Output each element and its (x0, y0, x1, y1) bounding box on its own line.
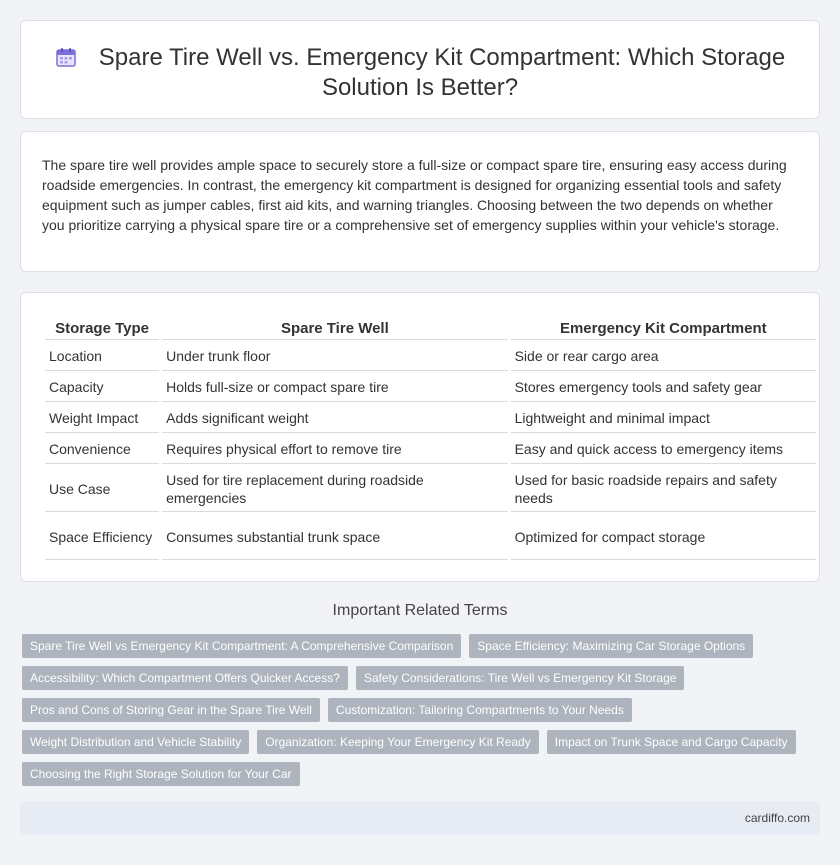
footer-site-link[interactable]: cardiffo.com (744, 811, 810, 825)
row-label: Weight Impact (45, 404, 159, 433)
calendar-icon (55, 46, 77, 68)
column-header-emergency-kit: Emergency Kit Compartment (511, 316, 816, 340)
table-row (45, 435, 816, 464)
intro-paragraph: The spare tire well provides ample space to securely store a full-size or compact spare tire, ensuring easy access during roadside emergencies. In contrast, the emergency kit compartment is designed for organizing essential tools and safety equipment such as jumper cables, first aid kits, and warning triangles. Choosing between the two depends on whether you prioritize carrying a physical spare tire or a comprehensive set of emergency supplies within your vehicle's storage. (42, 157, 787, 233)
table-cell: Easy and quick access to emergency items (511, 435, 816, 464)
column-header-storage-type: Storage Type (45, 316, 159, 340)
related-term-tag[interactable]: Customization: Tailoring Compartments to Your Needs (328, 698, 632, 722)
related-terms-title: Important Related Terms (332, 602, 508, 619)
table-row (45, 342, 816, 371)
page-title-wrap (21, 43, 819, 103)
related-term-tag[interactable]: Choosing the Right Storage Solution for Your Car (22, 762, 300, 786)
footer (20, 801, 820, 835)
related-term-tag[interactable]: Safety Considerations: Tire Well vs Emergency Kit Storage (356, 666, 685, 690)
table-row (45, 514, 816, 560)
row-label: Use Case (45, 466, 159, 512)
page-title: Spare Tire Well vs. Emergency Kit Compartment: Which Storage Solution Is Better? (98, 44, 786, 101)
table-row (45, 466, 816, 512)
row-label: Capacity (45, 373, 159, 402)
comparison-table (42, 314, 819, 562)
row-label: Convenience (45, 435, 159, 464)
row-label: Space Efficiency (45, 514, 159, 560)
table-header-row (45, 316, 816, 340)
row-label: Location (45, 342, 159, 371)
table-cell: Adds significant weight (162, 404, 507, 433)
table-cell: Stores emergency tools and safety gear (511, 373, 816, 402)
table-cell: Holds full-size or compact spare tire (162, 373, 507, 402)
table-row (45, 373, 816, 402)
table-cell: Optimized for compact storage (511, 514, 816, 560)
table-cell: Under trunk floor (162, 342, 507, 371)
table-row (45, 404, 816, 433)
comparison-table-card (20, 292, 820, 582)
related-term-tag[interactable]: Weight Distribution and Vehicle Stability (22, 730, 249, 754)
table-cell: Consumes substantial trunk space (162, 514, 507, 560)
title-card (20, 20, 820, 119)
intro-card (20, 131, 820, 272)
table-cell: Used for tire replacement during roadside emergencies (162, 466, 507, 512)
column-header-spare-tire-well: Spare Tire Well (162, 316, 507, 340)
related-term-tag[interactable]: Space Efficiency: Maximizing Car Storage Options (469, 634, 753, 658)
related-terms-tags (22, 634, 802, 786)
table-cell: Requires physical effort to remove tire (162, 435, 507, 464)
table-cell: Used for basic roadside repairs and safety needs (511, 466, 816, 512)
related-term-tag[interactable]: Accessibility: Which Compartment Offers Quicker Access? (22, 666, 348, 690)
table-cell: Lightweight and minimal impact (511, 404, 816, 433)
related-term-tag[interactable]: Spare Tire Well vs Emergency Kit Compartment: A Comprehensive Comparison (22, 634, 461, 658)
related-term-tag[interactable]: Impact on Trunk Space and Cargo Capacity (547, 730, 796, 754)
related-term-tag[interactable]: Organization: Keeping Your Emergency Kit Ready (257, 730, 539, 754)
table-cell: Side or rear cargo area (511, 342, 816, 371)
related-term-tag[interactable]: Pros and Cons of Storing Gear in the Spare Tire Well (22, 698, 320, 722)
